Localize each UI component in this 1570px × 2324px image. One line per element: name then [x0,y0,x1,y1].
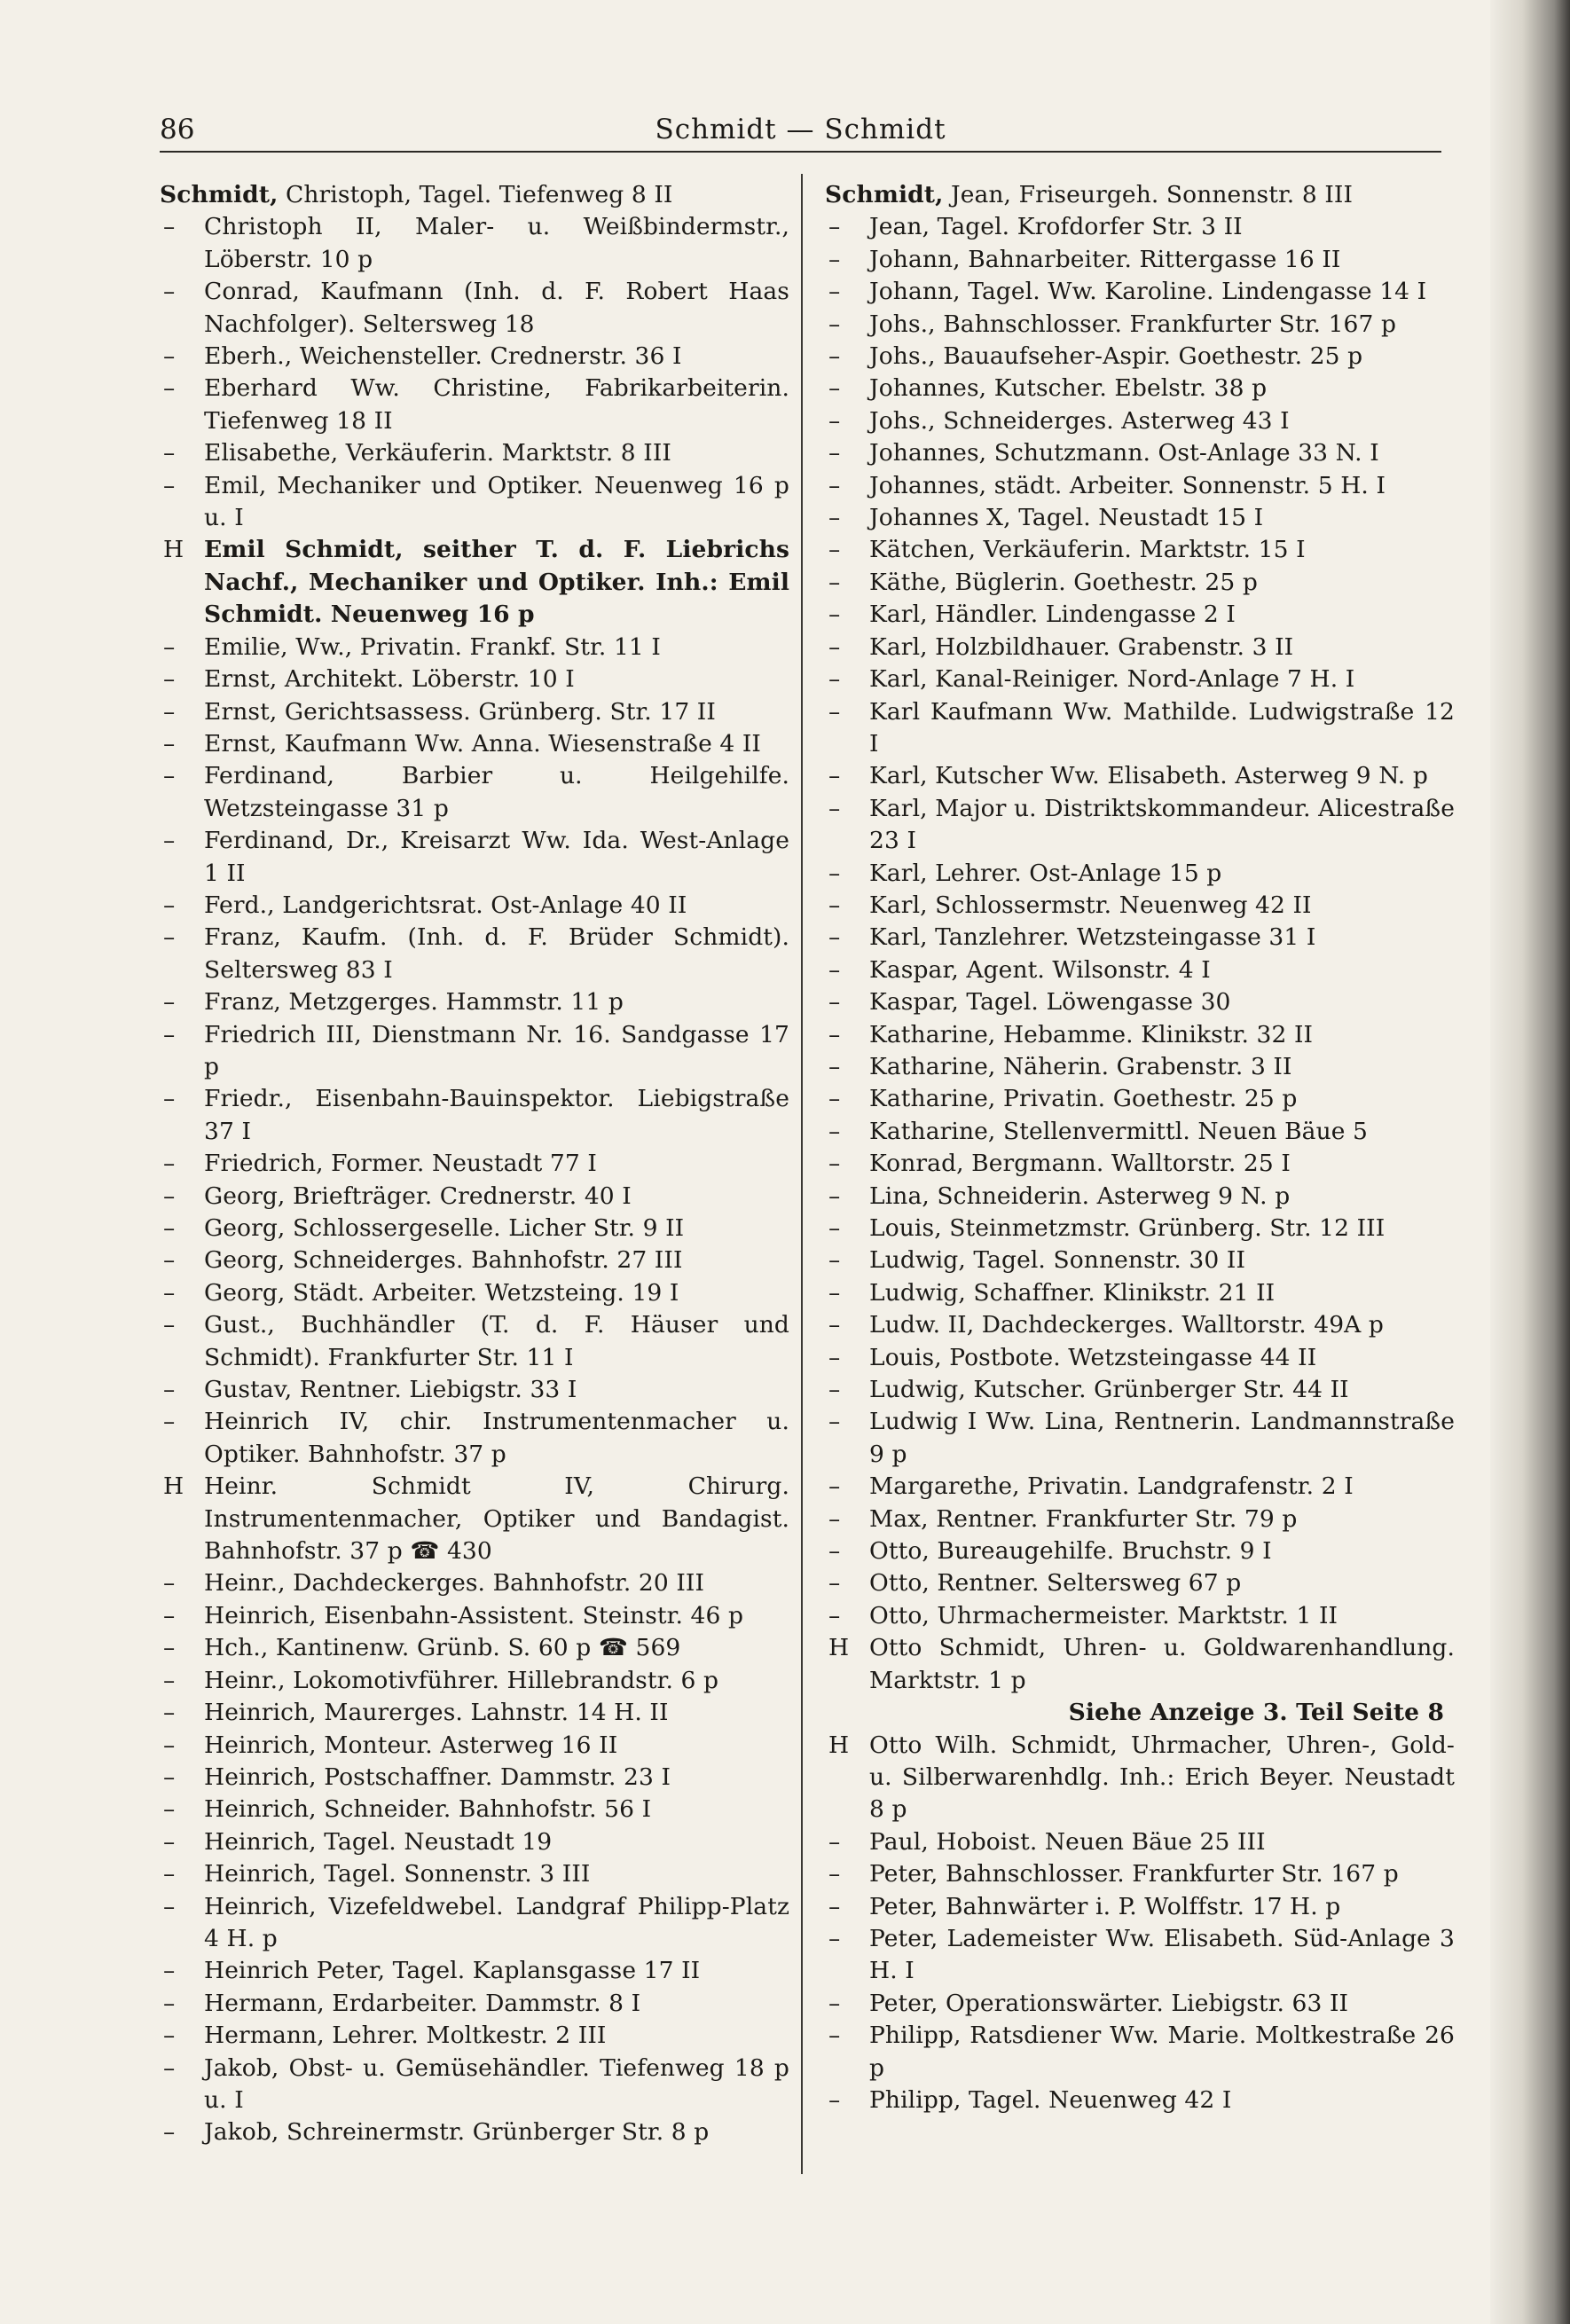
directory-entry [825,1116,1455,1148]
directory-entry [825,1181,1455,1213]
entry-mark: – [163,1020,176,1048]
directory-entry [825,244,1455,276]
directory-entry [825,1600,1455,1632]
entry-text: Heinrich, Postschaffner. Dammstr. 23 I [204,1763,671,1791]
entry-mark: – [828,245,841,273]
directory-entry [160,1632,789,1664]
directory-entry [160,1213,789,1244]
directory-entry [825,470,1455,502]
entry-mark: – [163,891,176,919]
directory-entry [825,663,1455,695]
directory-entry [160,632,789,663]
directory-entry [825,1148,1455,1180]
entry-text: Franz, Metzgerges. Hammstr. 11 p [204,988,624,1017]
entry-mark: – [828,1085,841,1113]
entry-mark: – [828,1537,841,1566]
entry-text: Heinrich, Maurerges. Lahnstr. 14 H. II [204,1699,669,1727]
entry-mark: – [828,988,841,1017]
entry-text: Friedrich, Former. Neustadt 77 I [204,1150,597,1178]
directory-entry [160,276,789,341]
entry-mark: – [163,1763,176,1791]
entry-mark: – [828,310,841,338]
directory-entry [825,276,1455,308]
entry-mark: – [828,1472,841,1501]
entry-text: Katharine, Privatin. Goethestr. 25 p [869,1085,1298,1113]
entry-text: Karl Kaufmann Ww. Mathilde. Ludwigstraße 12 I [869,697,1455,758]
entry-mark: – [163,1634,176,1662]
directory-entry [825,1309,1455,1341]
entry-text: Gustav, Rentner. Liebigstr. 33 I [204,1376,577,1404]
directory-entry [825,1244,1455,1276]
entry-text: Max, Rentner. Frankfurter Str. 79 p [869,1504,1298,1533]
entry-mark: – [163,1278,176,1307]
entry-mark: – [163,1989,176,2017]
entry-mark: – [828,1376,841,1404]
entry-text: Heinr., Dachdeckerges. Bahnhofstr. 20 III [204,1569,705,1598]
entry-mark: – [163,439,176,467]
entry-mark: – [828,762,841,790]
directory-entry [825,1535,1455,1567]
entry-mark: – [163,1699,176,1727]
directory-entry [160,1858,789,1890]
entry-mark: – [163,762,176,790]
business-entry [825,1730,1455,1826]
entry-mark: – [163,665,176,694]
entry-mark: – [163,1569,176,1598]
entry-mark: – [163,1731,176,1759]
entry-mark: – [828,1827,841,1856]
entry-mark: – [828,1182,841,1210]
directory-entry [825,309,1455,341]
entry-mark: – [163,827,176,855]
directory-entry [160,1794,789,1825]
directory-entry [825,1504,1455,1535]
directory-entry [825,922,1455,954]
entry-mark: – [828,955,841,984]
entry-mark: – [163,988,176,1017]
entry-mark: – [163,1182,176,1210]
directory-entry [825,1826,1455,1858]
entry-text: Johannes, städt. Arbeiter. Sonnenstr. 5 H. I [869,471,1386,499]
directory-entry [160,1019,789,1084]
directory-entry [160,470,789,535]
entry-mark: – [828,891,841,919]
entry-text: Johs., Schneiderges. Asterweg 43 I [869,406,1290,435]
directory-entry [825,1923,1455,1988]
entry-mark: – [163,923,176,952]
entry-mark: – [163,697,176,726]
entry-mark: – [163,2118,176,2147]
business-entry [160,534,789,631]
directory-entry [160,696,789,728]
entry-text: Heinrich Peter, Tagel. Kaplansgasse 17 II [204,1957,701,1985]
directory-entry [825,341,1455,373]
directory-entry [825,954,1455,986]
entry-mark: – [828,213,841,241]
directory-entry [160,1083,789,1148]
entry-mark: – [828,1214,841,1242]
entry-text: Philipp, Tagel. Neuenweg 42 I [869,2085,1232,2114]
running-head: Schmidt — Schmidt [655,114,946,145]
entry-text: Jean, Tagel. Krofdorfer Str. 3 II [869,213,1243,241]
directory-entry [160,373,789,437]
entry-text: Heinr. Schmidt IV, Chirurg. Instrumentenmacher, Optiker und Bandagist. Bahnhofstr. 37 p ☎ 430 [204,1472,789,1566]
entry-mark: – [828,1408,841,1436]
scan-page-edge [1490,0,1570,2324]
surname: Schmidt, [825,181,944,208]
entry-mark: – [828,859,841,887]
entry-mark: – [163,1892,176,1920]
directory-entry [160,1826,789,1858]
entry-text: Elisabethe, Verkäuferin. Marktstr. 8 III [204,439,671,467]
directory-entry [825,1083,1455,1115]
entry-text: Peter, Operationswärter. Liebigstr. 63 II [869,1989,1349,2017]
entry-text: Johs., Bauaufseher-Aspir. Goethestr. 25 p [869,342,1363,371]
entry-mark: – [828,1569,841,1598]
directory-entry [825,890,1455,922]
entry-mark: – [828,1504,841,1533]
directory-entry [160,1567,789,1599]
entry-text: Katharine, Hebamme. Klinikstr. 32 II [869,1020,1314,1048]
directory-entry [160,1406,789,1471]
entry-mark: – [828,1311,841,1339]
entry-mark: – [828,1150,841,1178]
entry-text: Franz, Kaufm. (Inh. d. F. Brüder Schmidt). Seltersweg 83 I [204,923,789,984]
directory-entry [825,2085,1455,2116]
left-column [160,179,789,2149]
entry-mark: – [828,794,841,822]
entry-mark: – [163,1666,176,1694]
entry-text: Otto, Bureaugehilfe. Bruchstr. 9 I [869,1537,1272,1566]
entry-text: Heinrich, Schneider. Bahnhofstr. 56 I [204,1795,652,1824]
entry-text: Ludwig, Tagel. Sonnenstr. 30 II [869,1246,1246,1275]
entry-mark: – [163,632,176,661]
entry-text: Heinr., Lokomotivführer. Hillebrandstr. 6 p [204,1666,719,1694]
entry-mark: – [828,2085,841,2114]
entry-text: Hermann, Lehrer. Moltkestr. 2 III [204,2022,607,2050]
page-number: 86 [160,114,195,145]
entry-text: Heinrich IV, chir. Instrumentenmacher u. Optiker. Bahnhofstr. 37 p [204,1408,789,1468]
directory-entry [160,1600,789,1632]
entry-text: Kaspar, Agent. Wilsonstr. 4 I [869,955,1211,984]
directory-entry [825,1277,1455,1309]
directory-entry [825,1374,1455,1406]
directory-entry [160,1730,789,1762]
entry-mark: – [828,1020,841,1048]
directory-entry [160,922,789,986]
directory-entry [825,373,1455,404]
business-entry [825,1632,1455,1697]
entry-text: Karl, Schlossermstr. Neuenweg 42 II [869,891,1312,919]
header-rule [160,151,1441,153]
entry-text: Otto Wilh. Schmidt, Uhrmacher, Uhren-, Gold- u. Silberwarenhdlg. Inh.: Erich Beyer. Neustadt 8 p [869,1731,1455,1824]
entry-text: Peter, Lademeister Ww. Elisabeth. Süd-Anlage 3 H. I [869,1924,1455,1985]
directory-entry [160,1891,789,1956]
entry-text: Johann, Bahnarbeiter. Rittergasse 16 II [869,245,1341,273]
entry-text: Louis, Postbote. Wetzsteingasse 44 II [869,1343,1317,1371]
entry-text: Karl, Lehrer. Ost-Anlage 15 p [869,859,1222,887]
directory-entry [160,341,789,373]
entry-text: Otto, Uhrmachermeister. Marktstr. 1 II [869,1601,1338,1629]
entry-mark: – [163,374,176,403]
entry-mark: – [828,406,841,435]
entry-text: Ludwig, Schaffner. Klinikstr. 21 II [869,1278,1276,1307]
entry-text: Otto Schmidt, Uhren- u. Goldwarenhandlung. Marktstr. 1 p [869,1634,1455,1694]
entry-text: Georg, Schneiderges. Bahnhofstr. 27 III [204,1246,683,1275]
entry-text: Heinrich, Tagel. Neustadt 19 [204,1827,553,1856]
entry-text: Heinrich, Eisenbahn-Assistent. Steinstr. 46 p [204,1601,744,1629]
entry-mark: – [828,374,841,403]
directory-entry [160,663,789,695]
entry-text: Georg, Briefträger. Crednerstr. 40 I [204,1182,632,1210]
entry-text: Heinrich, Monteur. Asterweg 16 II [204,1731,618,1759]
directory-entry [825,1019,1455,1051]
ad-reference [825,1697,1455,1729]
directory-entry [825,1213,1455,1244]
entry-text: Ferdinand, Barbier u. Heilgehilfe. Wetzsteingasse 31 p [204,762,789,822]
entry-mark: – [828,601,841,629]
directory-entry [825,986,1455,1018]
entry-mark: H [828,1634,850,1662]
entry-text: Conrad, Kaufmann (Inh. d. F. Robert Haas Nachfolger). Seltersweg 18 [204,278,789,338]
directory-entry [160,2020,789,2052]
entry-mark: – [828,536,841,564]
entry-mark: – [828,504,841,532]
entry-mark: – [828,1892,841,1920]
entry-text: Karl, Kanal-Reiniger. Nord-Anlage 7 H. I [869,665,1355,694]
directory-entry [825,599,1455,631]
entry-text: Käthe, Büglerin. Goethestr. 25 p [869,568,1258,596]
directory-entry [160,825,789,890]
entry-text: Friedrich III, Dienstmann Nr. 16. Sandgasse 17 p [204,1020,789,1080]
directory-entry [825,179,1455,211]
entry-mark: – [163,1860,176,1888]
directory-entry [160,1988,789,2020]
entry-mark: – [163,342,176,371]
entry-text: Kaspar, Tagel. Löwengasse 30 [869,988,1231,1017]
directory-entry [825,1406,1455,1471]
directory-entry [825,696,1455,761]
entry-text: Siehe Anzeige 3. Teil Seite 8 [1068,1699,1444,1727]
entry-text: Hermann, Erdarbeiter. Dammstr. 8 I [204,1989,641,2017]
directory-entry [825,793,1455,858]
directory-entry [160,986,789,1018]
entry-mark: – [163,2053,176,2082]
entry-mark: – [163,1214,176,1242]
directory-entry [825,534,1455,566]
entry-text: Gust., Buchhändler (T. d. F. Häuser und Schmidt). Frankfurter Str. 11 I [204,1311,789,1371]
entry-text: Heinrich, Tagel. Sonnenstr. 3 III [204,1860,591,1888]
directory-entry [160,890,789,922]
entry-mark: – [163,1376,176,1404]
entry-mark: – [163,1085,176,1113]
entry-text: Ernst, Kaufmann Ww. Anna. Wiesenstraße 4 II [204,729,761,758]
entry-text: Peter, Bahnschlosser. Frankfurter Str. 167 p [869,1860,1399,1888]
entry-mark: – [163,1827,176,1856]
entry-mark: – [163,1150,176,1178]
entry-text: Konrad, Bergmann. Walltorstr. 25 I [869,1150,1291,1178]
directory-entry [160,211,789,276]
entry-mark: – [828,1052,841,1080]
entry-text: Ernst, Gerichtsassess. Grünberg. Str. 17 II [204,697,716,726]
entry-text: Karl, Major u. Distriktskommandeur. Alicestraße 23 I [869,794,1455,855]
entry-mark: – [828,471,841,499]
entry-text: Paul, Hoboist. Neuen Bäue 25 III [869,1827,1266,1856]
entry-mark: – [828,1601,841,1629]
directory-entry [825,1891,1455,1923]
entry-text: Christoph, Tagel. Tiefenweg 8 II [285,181,673,208]
entry-text: Johannes, Kutscher. Ebelstr. 38 p [869,374,1268,403]
entry-text: Ludwig I Ww. Lina, Rentnerin. Landmannstraße 9 p [869,1408,1455,1468]
business-entry [160,1471,789,1567]
entry-text: Lina, Schneiderin. Asterweg 9 N. p [869,1182,1291,1210]
entry-mark: – [828,632,841,661]
page-header [160,114,1441,153]
entry-mark: – [828,439,841,467]
directory-entry [160,1244,789,1276]
entry-mark: – [828,1343,841,1371]
entry-text: Peter, Bahnwärter i. P. Wolffstr. 17 H. p [869,1892,1341,1920]
column-rule [801,174,803,2174]
entry-mark: – [163,1408,176,1436]
entry-text: Emilie, Ww., Privatin. Frankf. Str. 11 I [204,632,661,661]
entry-mark: – [828,923,841,952]
entry-mark: – [163,213,176,241]
directory-entry [825,502,1455,534]
entry-text: Louis, Steinmetzmstr. Grünberg. Str. 12 III [869,1214,1386,1242]
entry-text: Jakob, Schreinermstr. Grünberger Str. 8 p [204,2118,710,2147]
entry-mark: – [163,1957,176,1985]
entry-mark: – [828,1989,841,2017]
entry-text: Johannes X, Tagel. Neustadt 15 I [869,504,1264,532]
directory-entry [825,858,1455,890]
entry-text: Eberh., Weichensteller. Crednerstr. 36 I [204,342,682,371]
entry-text: Ferdinand, Dr., Kreisarzt Ww. Ida. West-Anlage 1 II [204,827,789,887]
directory-entry [825,1051,1455,1083]
entry-mark: – [163,1601,176,1629]
entry-mark: – [163,729,176,758]
entry-mark: – [828,342,841,371]
entry-text: Ludw. II, Dachdeckerges. Walltorstr. 49A p [869,1311,1384,1339]
directory-entry [825,1988,1455,2020]
directory-entry [160,1148,789,1180]
entry-mark: – [163,1795,176,1824]
entry-mark: – [163,1246,176,1275]
entry-mark: H [163,1472,184,1501]
directory-entry [825,760,1455,792]
directory-entry [160,179,789,211]
entry-text: Karl, Kutscher Ww. Elisabeth. Asterweg 9 N. p [869,762,1428,790]
directory-entry [160,1762,789,1794]
entry-mark: – [828,2022,841,2050]
entry-mark: H [163,536,184,564]
entry-text: Otto, Rentner. Seltersweg 67 p [869,1569,1242,1598]
entry-text: Georg, Schlossergeselle. Licher Str. 9 II [204,1214,685,1242]
directory-entry [825,1567,1455,1599]
directory-entry [825,2020,1455,2085]
entry-text: Margarethe, Privatin. Landgrafenstr. 2 I [869,1472,1354,1501]
entry-text: Jean, Friseurgeh. Sonnenstr. 8 III [950,181,1354,208]
entry-text: Kätchen, Verkäuferin. Marktstr. 15 I [869,536,1306,564]
entry-mark: H [828,1731,850,1759]
entry-text: Katharine, Näherin. Grabenstr. 3 II [869,1052,1292,1080]
directory-entry [825,405,1455,437]
entry-mark: – [828,1924,841,1952]
entry-mark: – [828,568,841,596]
directory-entry [825,1858,1455,1890]
entry-text: Karl, Tanzlehrer. Wetzsteingasse 31 I [869,923,1316,952]
directory-entry [160,760,789,825]
entry-text: Ernst, Architekt. Löberstr. 10 I [204,665,575,694]
entry-text: Johs., Bahnschlosser. Frankfurter Str. 167 p [869,310,1397,338]
entry-text: Karl, Händler. Lindengasse 2 I [869,601,1236,629]
entry-mark: – [163,278,176,306]
entry-text: Johann, Tagel. Ww. Karoline. Lindengasse 14 I [869,278,1427,306]
directory-entry [160,728,789,760]
right-column [825,179,1455,2116]
entry-mark: – [828,665,841,694]
entry-text: Karl, Holzbildhauer. Grabenstr. 3 II [869,632,1294,661]
directory-entry [160,1665,789,1697]
entry-text: Friedr., Eisenbahn-Bauinspektor. Liebigstraße 37 I [204,1085,789,1145]
entry-text: Philipp, Ratsdiener Ww. Marie. Moltkestraße 26 p [869,2022,1455,2082]
entry-text: Emil, Mechaniker und Optiker. Neuenweg 16 p u. I [204,471,789,532]
directory-entry [160,2116,789,2148]
directory-entry [160,1181,789,1213]
directory-entry [825,437,1455,469]
entry-mark: – [828,1860,841,1888]
directory-entry [825,1342,1455,1374]
directory-entry [825,211,1455,243]
entry-text: Katharine, Stellenvermittl. Neuen Bäue 5 [869,1117,1369,1145]
directory-entry [160,437,789,469]
entry-text: Hch., Kantinenw. Grünb. S. 60 p ☎ 569 [204,1634,681,1662]
entry-mark: – [828,278,841,306]
directory-entry [825,567,1455,599]
entry-mark: – [828,1278,841,1307]
entry-text: Johannes, Schutzmann. Ost-Anlage 33 N. I [869,439,1379,467]
entry-text: Eberhard Ww. Christine, Fabrikarbeiterin. Tiefenweg 18 II [204,374,789,435]
entry-mark: – [163,2022,176,2050]
directory-entry [825,1471,1455,1503]
directory-entry [825,632,1455,663]
entry-mark: – [828,697,841,726]
directory-entry [160,1955,789,1987]
directory-entry [160,1697,789,1729]
entry-text: Emil Schmidt, seither T. d. F. Liebrichs Nachf., Mechaniker und Optiker. Inh.: Emil Schmidt. Neuenweg 16 p [204,536,789,629]
entry-text: Christoph II, Maler- u. Weißbindermstr., Löberstr. 10 p [204,213,789,273]
directory-entry [160,1277,789,1309]
entry-mark: – [163,471,176,499]
directory-entry [160,1374,789,1406]
entry-text: Ludwig, Kutscher. Grünberger Str. 44 II [869,1376,1349,1404]
entry-text: Jakob, Obst- u. Gemüsehändler. Tiefenweg 18 p u. I [204,2053,789,2114]
entry-mark: – [828,1117,841,1145]
entry-mark: – [163,1311,176,1339]
entry-text: Georg, Städt. Arbeiter. Wetzsteing. 19 I [204,1278,679,1307]
surname: Schmidt, [160,181,279,208]
entry-mark: – [828,1246,841,1275]
entry-text: Ferd., Landgerichtsrat. Ost-Anlage 40 II [204,891,687,919]
entry-text: Heinrich, Vizefeldwebel. Landgraf Philipp-Platz 4 H. p [204,1892,789,1952]
directory-entry [160,2053,789,2117]
directory-entry [160,1309,789,1374]
